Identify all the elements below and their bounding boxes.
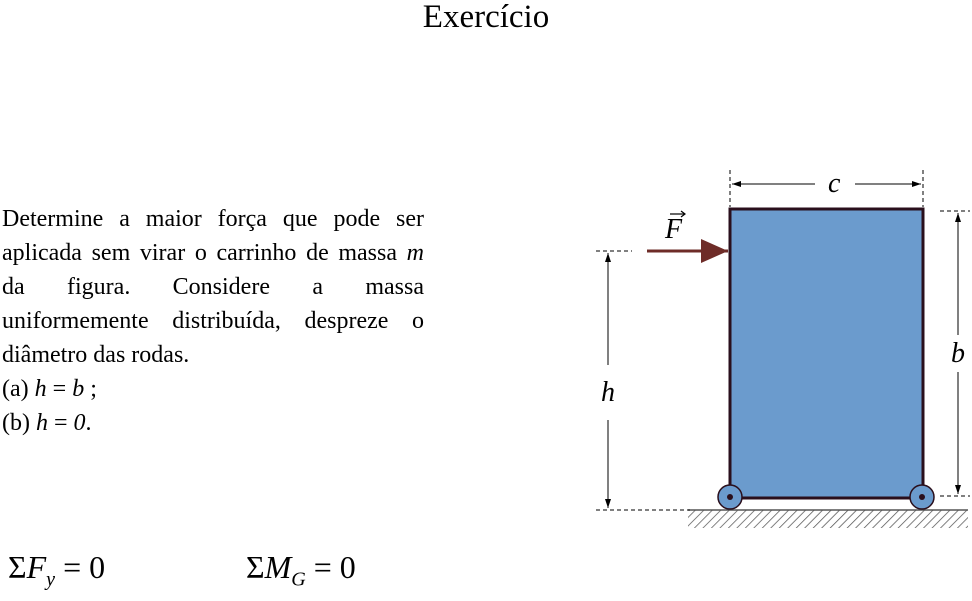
ground-hatch — [688, 510, 968, 528]
item-a: (a) h = b ; — [2, 376, 97, 402]
cart-body — [730, 209, 923, 498]
left-wheel — [718, 485, 742, 509]
equation-sum-forces-y: $\Sigma F_y = 0$ — [8, 549, 106, 591]
item-b: (b) h = 0. — [2, 410, 92, 436]
force-label: F — [665, 214, 683, 245]
page-title: Exercício — [422, 0, 550, 35]
dim-h-label: h — [601, 377, 615, 408]
dim-b-label: b — [951, 338, 965, 369]
equation-sum-moments-g: $\Sigma M_G = 0$ — [246, 549, 356, 591]
problem-text: Determine a maior força que pode ser aplicada sem virar o carrinho de massa m da figura. Considere a massa uniformemente distribuída, despreze o diâmetro das rodas. — [2, 206, 424, 368]
dim-c-label: c — [828, 168, 841, 199]
right-wheel — [910, 485, 934, 509]
